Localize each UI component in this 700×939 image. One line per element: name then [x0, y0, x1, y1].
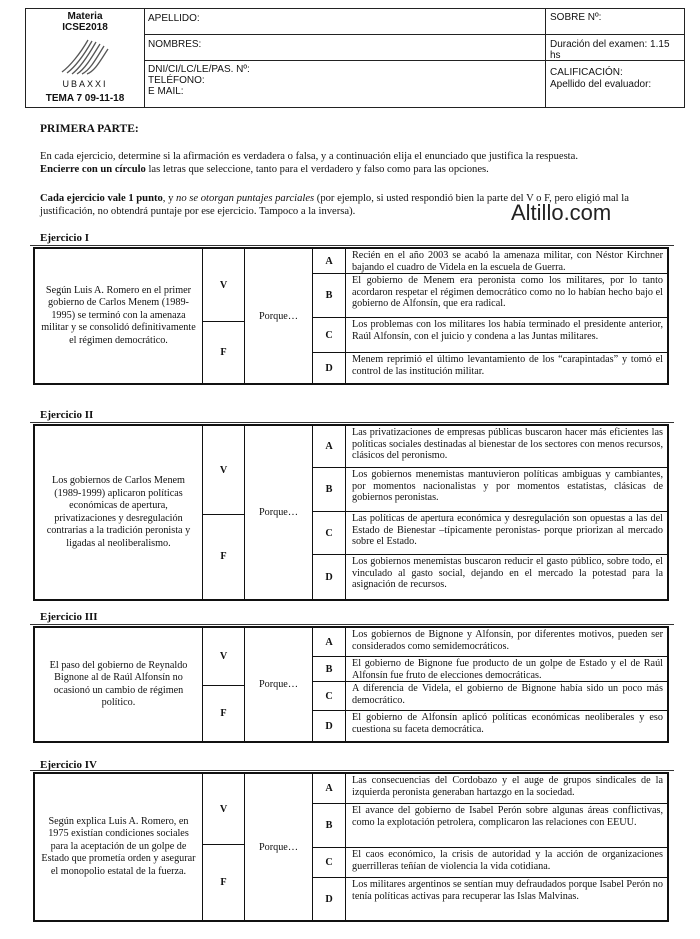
apellido-field[interactable] [144, 9, 545, 35]
exercise-statement: Según Luis A. Romero en el primer gobierno de Carlos Menem (1989-1995) se terminó con la amenaza militar y se consolidó definitivamente el régimen democrático. [35, 249, 203, 383]
true-false-column [203, 426, 245, 599]
option-letter[interactable]: D [325, 362, 333, 374]
option-letters-column [313, 249, 346, 383]
materia-label: Materia [67, 11, 103, 22]
university-name: UBAXXI [62, 79, 108, 89]
porque-label: Porque… [245, 426, 313, 599]
option-letter[interactable]: D [325, 571, 333, 583]
true-false-column [203, 774, 245, 920]
sobre-label: SOBRE Nº: [550, 12, 602, 23]
exam-header [25, 8, 685, 108]
watermark: Altillo.com [511, 200, 612, 225]
false-option[interactable]: F [220, 876, 227, 888]
exercise-divider [30, 770, 674, 771]
course-code: ICSE2018 [62, 22, 108, 33]
option-text: Los gobiernos menemistas mantuvieron políticas ambiguas y cambiantes, por momentos nacionalistas y por momentos estatistas, clásicas de gobiernos peronistas. [346, 468, 667, 512]
institution-block [26, 9, 145, 107]
options-column [346, 628, 667, 741]
exercise-table [33, 772, 669, 922]
option-letter[interactable]: D [325, 720, 333, 732]
option-letter[interactable]: A [313, 628, 345, 657]
option-letter[interactable]: B [313, 468, 345, 512]
section-title: PRIMERA PARTE: [40, 123, 139, 135]
option-letter[interactable]: B [313, 657, 345, 682]
option-letter[interactable]: A [313, 426, 345, 468]
true-false-column [203, 249, 245, 383]
evaluador-label: Apellido del evaluador: [550, 79, 652, 90]
option-text: El avance del gobierno de Isabel Perón sobre algunas áreas conflictivas, como la explotación petrolera, complicaron las relaciones con EEUU. [346, 804, 667, 848]
true-option[interactable]: V [203, 249, 244, 322]
exercise-statement: Según explica Luis A. Romero, en 1975 existían condiciones sociales para la aceptación de un golpe de Estado que prometía orden y asegurar el monopolio estatal de la fuerza. [35, 774, 203, 920]
telefono-label: TELÉFONO: [148, 75, 205, 86]
option-letter[interactable]: C [313, 512, 345, 555]
instructions-text-2: las letras que seleccione, tanto para el verdadero y falso como para las opciones. [145, 164, 489, 175]
option-text: A diferencia de Videla, el gobierno de Bignone había sido un poco más democrático. [346, 682, 667, 711]
option-letter[interactable]: B [313, 804, 345, 848]
exercise-statement: Los gobiernos de Carlos Menem (1989-1999) aplicaron políticas económicas de apertura, privatizaciones y desregulación contrarias a la tradición peronista y ligadas al neoliberalismo. [35, 426, 203, 599]
option-letters-column [313, 774, 346, 920]
contact-fields[interactable] [144, 61, 545, 107]
options-column [346, 774, 667, 920]
exercise-label: Ejercicio III [40, 611, 98, 623]
option-text: El gobierno de Menem era peronista como los militares, por lo tanto acordaron respetar el régimen democrático como no lo habían hecho bajo el gobierno de Alfonsín, que era radical. [346, 274, 667, 318]
porque-label: Porque… [245, 249, 313, 383]
scoring-text: (por ejemplo, si usted respondió bien la parte del V o F, pero eligió mal la justificación, no obtendrá puntaje por ese ejercicio. Tampoco a la inversa). [40, 193, 629, 217]
option-text: El gobierno de Alfonsín aplicó políticas económicas neoliberales y eso cuestiona su faceta democrática. [352, 712, 663, 735]
options-column [346, 426, 667, 599]
sobre-field[interactable] [545, 9, 684, 35]
exercise-divider [30, 624, 674, 625]
scoring-emphasis: Cada ejercicio vale 1 punto [40, 193, 163, 204]
instructions-emphasis: Encierre con un círculo [40, 164, 146, 175]
exercise-label: Ejercicio IV [40, 759, 97, 771]
option-letter[interactable]: C [313, 318, 345, 353]
exercise-table [33, 424, 669, 601]
scoring-connector: , y [162, 193, 177, 204]
instructions-text: En cada ejercicio, determine si la afirmación es verdadera o falsa, y a continuación elija el enunciado que justifica la respuesta. [40, 151, 578, 162]
option-text: Las políticas de apertura económica y desregulación son opuestas a las del Estado de Bienestar –típicamente peronistas- porque priorizan al mercado sobre el Estado. [346, 512, 667, 555]
option-letter[interactable]: C [313, 848, 345, 878]
option-text: Menem reprimió el último levantamiento de los “carapintadas” y tomó el control de las institución militar. [352, 354, 663, 377]
porque-label: Porque… [245, 774, 313, 920]
option-letter[interactable]: D [325, 893, 333, 905]
exercise-label: Ejercicio II [40, 409, 94, 421]
option-text: Los militares argentinos se sentían muy defraudados porque Isabel Perón no tenía políticas activas para recuperar las Islas Malvinas. [352, 879, 663, 902]
option-text: Recién en el año 2003 se acabó la amenaza militar, con Néstor Kirchner bajando el cuadro de Videla en la escuela de Guerra. [346, 249, 667, 274]
option-text: El caos económico, la crisis de autoridad y la acción de organizaciones guerrilleras teñían de violencia la vida cotidiana. [346, 848, 667, 878]
instructions-paragraph [40, 150, 672, 176]
false-option[interactable]: F [220, 707, 227, 719]
option-text: Los gobiernos menemistas buscaron reducir el gasto público, sobre todo, el vinculado al gasto social, dejando en el mercado la potestad para la asignación de recursos. [352, 556, 663, 590]
options-column [346, 249, 667, 383]
option-letters-column [313, 628, 346, 741]
true-option[interactable]: V [203, 774, 244, 845]
true-option[interactable]: V [203, 628, 244, 686]
option-letters-column [313, 426, 346, 599]
option-letter[interactable]: A [313, 774, 345, 804]
option-text: El gobierno de Bignone fue producto de un golpe de Estado y el de Raúl Alfonsín fue fruto de elecciones democráticas. [346, 657, 667, 682]
tema-label: TEMA 7 09-11-18 [45, 93, 125, 104]
apellido-label: APELLIDO: [148, 13, 200, 24]
nombres-field[interactable] [144, 35, 545, 61]
option-text: Las privatizaciones de empresas públicas buscaron hacer más eficientes las políticas sociales destinadas al bienestar de los sectores con menos recursos, clásicos del peronismo. [346, 426, 667, 468]
porque-label: Porque… [245, 628, 313, 741]
exercise-table [33, 626, 669, 743]
scoring-italic: no se otorgan puntajes parciales [176, 193, 315, 204]
duration-label: Duración del examen: 1.15 hs [550, 39, 670, 61]
false-option[interactable]: F [220, 346, 227, 358]
option-text: Las consecuencias del Cordobazo y el auge de grupos sindicales de la izquierda peronista generaban hartazgo en la sociedad. [346, 774, 667, 804]
option-text: Los gobiernos de Bignone y Alfonsín, por diferentes motivos, pueden ser considerados como semidemocráticos. [346, 628, 667, 657]
option-letter[interactable]: C [313, 682, 345, 711]
option-letter[interactable]: A [313, 249, 345, 274]
exercise-table [33, 247, 669, 385]
exercise-statement: El paso del gobierno de Reynaldo Bignone al de Raúl Alfonsín no ocasionó un cambio de régimen político. [35, 628, 203, 741]
true-false-column [203, 628, 245, 741]
exercise-divider [30, 245, 674, 246]
option-letter[interactable]: B [313, 274, 345, 318]
option-text: Los problemas con los militares los había terminado el presidente anterior, Raúl Alfonsín, con el juicio y condena a las Juntas militares. [346, 318, 667, 353]
dni-label: DNI/CI/LC/LE/PAS. Nº: [148, 64, 250, 75]
email-label: E MAIL: [148, 86, 184, 97]
grading-field[interactable] [545, 61, 684, 107]
ubaxxi-logo-icon [58, 36, 112, 76]
false-option[interactable]: F [220, 551, 227, 562]
nombres-label: NOMBRES: [148, 39, 202, 50]
true-option[interactable]: V [203, 426, 244, 515]
exercise-divider [30, 422, 674, 423]
exercise-label: Ejercicio I [40, 232, 89, 244]
calificacion-label: CALIFICACIÓN: [550, 67, 623, 78]
duration-info [545, 35, 684, 61]
